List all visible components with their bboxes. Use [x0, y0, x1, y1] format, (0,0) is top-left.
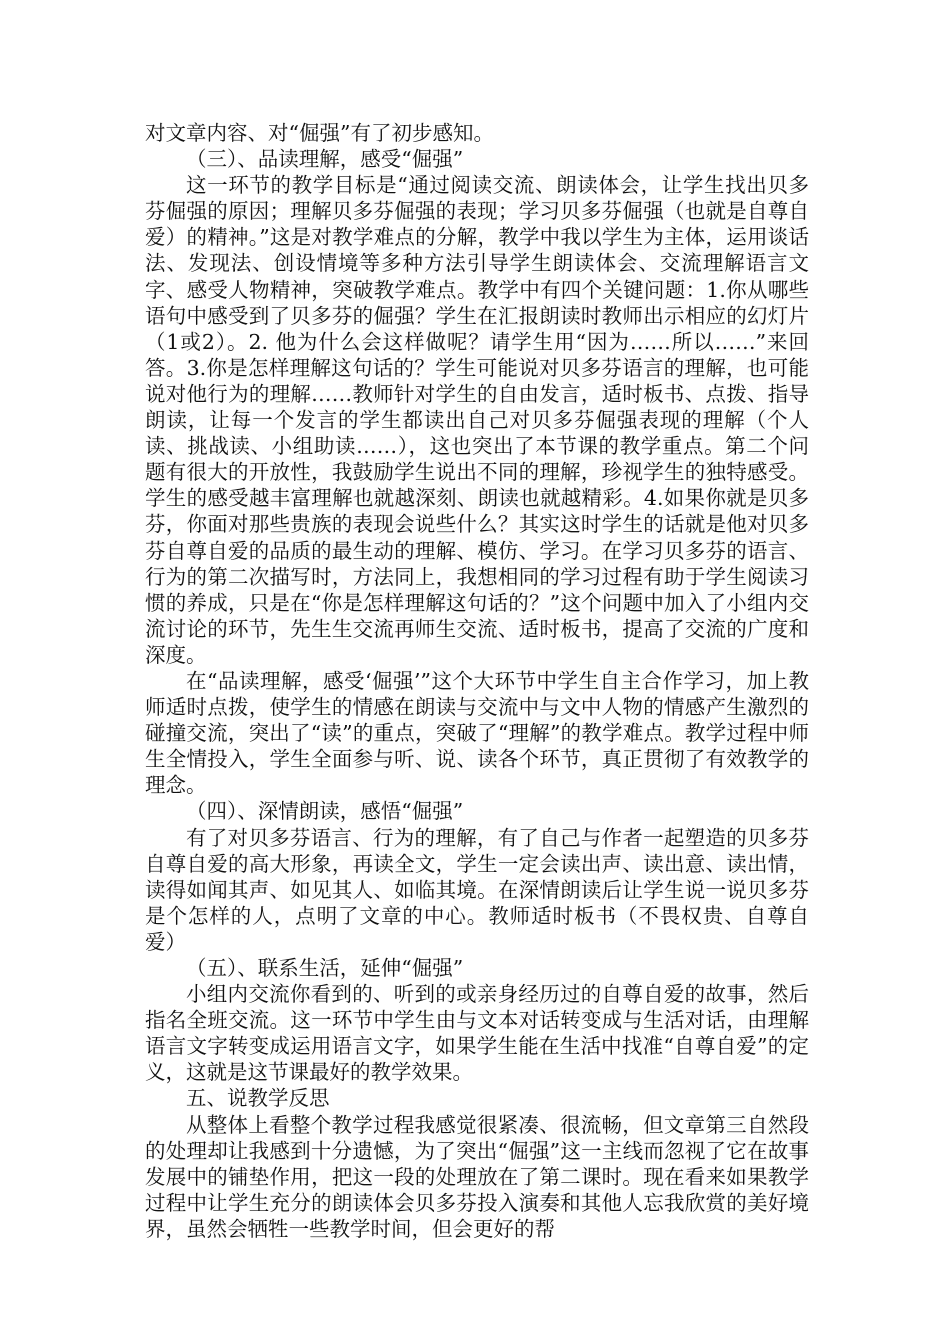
paragraph: 有了对贝多芬语言、行为的理解，有了自己与作者一起塑造的贝多芬自尊自爱的高大形象，再读全文，学生一定会读出声、读出意、读出情，读得如闻其声、如见其人、如临其境。在深情朗读后让学生说一说贝多芬是个怎样的人，点明了文章的中心。教师适时板书（不畏权贵、自尊自爱） — [145, 825, 809, 954]
paragraph: 这一环节的教学目标是“通过阅读交流、朗读体会，让学生找出贝多芬倔强的原因；理解贝多芬倔强的表现；学习贝多芬倔强（也就是自尊自爱）的精神。”这是对教学难点的分解，教学中我以学生为主体，运用谈话法、发现法、创设情境等多种方法引导学生朗读体会、交流理解语言文字、感受人物精神，突破教学难点。教学中有四个关键问题：1.你从哪些语句中感受到了贝多芬的倔强？学生在汇报朗读时教师出示相应的幻灯片（1或2）。2. 他为什么会这样做呢？请学生用“因为……所以……”来回答。3.你是怎样理解这句话的？学生可能说对贝多芬语言的理解，也可能说对他行为的理解……教师针对学生的自由发言，适时板书、点拨、指导朗读，让每一个发言的学生都读出自己对贝多芬倔强表现的理解（个人读、挑战读、小组助读……），这也突出了本节课的教学重点。第二个问题有很大的开放性，我鼓励学生说出不同的理解，珍视学生的独特感受。学生的感受越丰富理解也就越深刻、朗读也就越精彩。4.如果你就是贝多芬，你面对那些贵族的表现会说些什么？其实这时学生的话就是他对贝多芬自尊自爱的品质的最生动的理解、模仿、学习。在学习贝多芬的语言、行为的第二次描写时，方法同上，我想相同的学习过程有助于学生阅读习惯的养成，只是在“你是怎样理解这句话的？”这个问题中加入了小组内交流讨论的环节，先生生交流再师生交流、适时板书，提高了交流的广度和深度。 — [145, 173, 809, 667]
paragraph: 从整体上看整个教学过程我感觉很紧凑、很流畅，但文章第三自然段的处理却让我感到十分遗憾，为了突出“倔强”这一主线而忽视了它在故事发展中的铺垫作用，把这一段的处理放在了第二课时。现在看来如果教学过程中让学生充分的朗读体会贝多芬投入演奏和其他人忘我欣赏的美好境界，虽然会牺牲一些教学时间，但会更好的帮 — [145, 1112, 809, 1241]
section-heading-4: （四）、深情朗读，感悟“倔强” — [186, 799, 464, 824]
paragraph: 小组内交流你看到的、听到的或亲身经历过的自尊自爱的故事，然后指名全班交流。这一环节中学生由与文本对话转变成与生活对话，由理解语言文字转变成运用语言文字，如果学生能在生活中找准“自尊自爱”的定义，这就是这节课最好的教学效果。 — [145, 982, 809, 1085]
document-body — [145, 120, 809, 1242]
paragraph: 在“品读理解，感受‘倔强’”这个大环节中学生自主合作学习，加上教师适时点拨，使学生的情感在朗读与交流中与文中人物的情感产生激烈的碰撞交流，突出了“读”的重点，突破了“理解”的教学难点。教学过程中师生全情投入，学生全面参与听、说、读各个环节，真正贯彻了有效教学的理念。 — [145, 668, 809, 798]
section-heading-5: （五）、联系生活，延伸“倔强” — [186, 956, 464, 980]
section-heading-3: （三）、品读理解，感受“倔强” — [186, 147, 464, 172]
paragraph-continuation: 对文章内容、对“倔强”有了初步感知。 — [145, 121, 494, 145]
section-heading-reflection: 五、说教学反思 — [186, 1086, 330, 1111]
